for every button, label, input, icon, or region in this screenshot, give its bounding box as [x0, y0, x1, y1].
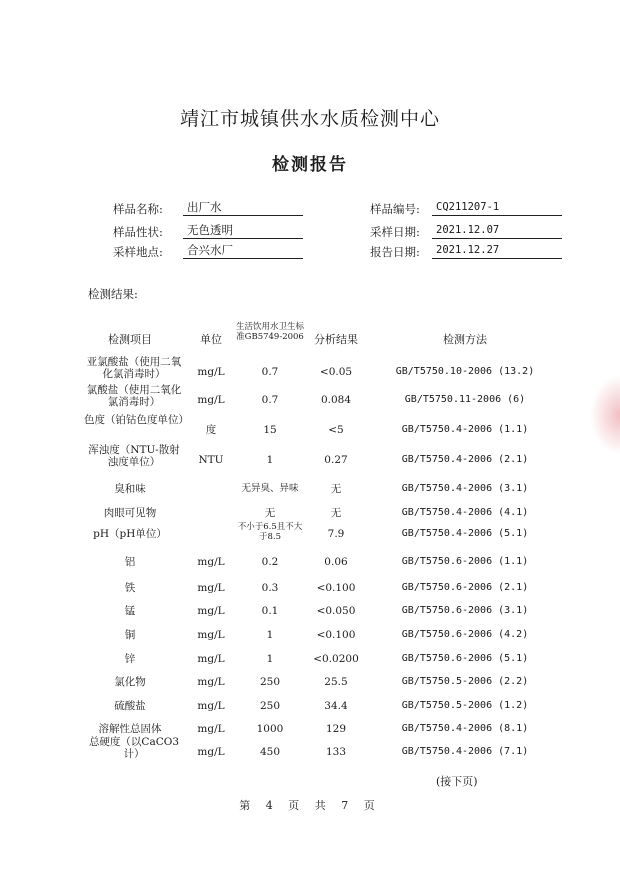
- header-unit: 单位: [200, 333, 222, 346]
- continued-note: (接下页): [436, 775, 478, 788]
- cell-unit: NTU: [198, 454, 224, 466]
- header-method: 检测方法: [443, 333, 487, 346]
- cell-result: <5: [328, 424, 344, 436]
- cell-unit: mg/L: [197, 700, 225, 712]
- cell-method: GB/T5750.6-2006 (4.2): [401, 629, 529, 640]
- cell-item: 臭和味: [114, 483, 146, 495]
- cell-item: 溶解性总固体: [98, 723, 162, 735]
- cell-result: 133: [325, 746, 347, 758]
- cell-item: 铜: [124, 629, 136, 641]
- cell-standard: 450: [259, 746, 281, 758]
- sampling-date-label: 采样日期:: [370, 225, 420, 239]
- cell-method: GB/T5750.4-2006 (4.1): [401, 507, 529, 518]
- cell-standard: 0.7: [261, 394, 279, 406]
- cell-method: GB/T5750.5-2006 (2.2): [401, 676, 529, 687]
- cell-item: pH（pH单位）: [93, 528, 167, 540]
- cell-result: <0.100: [316, 629, 356, 641]
- cell-item: 铁: [124, 582, 136, 594]
- cell-unit: mg/L: [197, 605, 225, 617]
- cell-item: 氯酸盐（使用二氧化氯消毒时）: [86, 384, 182, 408]
- cell-unit: mg/L: [197, 676, 225, 688]
- cell-method: GB/T5750.10-2006 (13.2): [395, 366, 535, 377]
- cell-method: GB/T5750.4-2006 (7.1): [401, 746, 529, 757]
- sample-name-value: 出厂水: [183, 200, 303, 216]
- cell-item: 肉眼可见物: [103, 507, 157, 519]
- organization-title: 靖江市城镇供水水质检测中心: [179, 108, 440, 130]
- cell-standard: 1: [266, 454, 274, 466]
- cell-standard: 15: [263, 424, 277, 436]
- cell-result: <0.100: [316, 582, 356, 594]
- cell-method: GB/T5750.4-2006 (3.1): [401, 483, 529, 494]
- cell-method: GB/T5750.4-2006 (5.1): [401, 528, 529, 539]
- cell-standard: 0.1: [261, 605, 279, 617]
- cell-method: GB/T5750.6-2006 (2.1): [401, 582, 529, 593]
- cell-standard: 无异臭、异味: [241, 483, 299, 494]
- cell-result: 0.084: [320, 394, 352, 406]
- cell-item: 铝: [124, 556, 136, 568]
- cell-unit: mg/L: [197, 723, 225, 735]
- cell-unit: mg/L: [197, 394, 225, 406]
- cell-result: 无: [330, 507, 342, 519]
- cell-unit: mg/L: [197, 366, 225, 378]
- cell-item: 总硬度（以CaCO3计）: [88, 736, 180, 760]
- sample-name-label: 样品名称:: [113, 202, 163, 216]
- header-item: 检测项目: [108, 333, 152, 346]
- cell-standard: 0.3: [261, 582, 279, 594]
- cell-result: 7.9: [327, 528, 345, 540]
- cell-unit: mg/L: [197, 746, 225, 758]
- cell-result: <0.05: [319, 366, 353, 378]
- cell-result: <0.0200: [313, 653, 359, 665]
- cell-item: 锰: [124, 605, 136, 617]
- cell-method: GB/T5750.11-2006 (6): [404, 394, 526, 405]
- header-standard: 生活饮用水卫生标准GB5749-2006: [235, 322, 304, 342]
- cell-standard: 0.2: [261, 556, 279, 568]
- cell-unit: mg/L: [197, 556, 225, 568]
- cell-standard: 1: [266, 629, 274, 641]
- cell-unit: mg/L: [197, 582, 225, 594]
- sample-no-value: CQ211207-1: [432, 200, 562, 216]
- cell-standard: 0.7: [261, 366, 279, 378]
- cell-standard: 1000: [256, 723, 284, 735]
- cell-method: GB/T5750.6-2006 (5.1): [401, 653, 529, 664]
- cell-unit: mg/L: [197, 629, 225, 641]
- cell-result: 0.27: [324, 454, 348, 466]
- cell-result: <0.050: [316, 605, 356, 617]
- cell-standard: 不小于6.5且不大于8.5: [237, 522, 303, 542]
- sampling-date-value: 2021.12.07: [432, 223, 562, 239]
- cell-method: GB/T5750.6-2006 (1.1): [401, 556, 529, 567]
- sample-state-value: 无色透明: [183, 223, 303, 239]
- cell-result: 129: [325, 723, 347, 735]
- report-title: 检测报告: [272, 155, 348, 175]
- cell-method: GB/T5750.4-2006 (2.1): [401, 454, 529, 465]
- seal-stamp-fragment: [590, 375, 620, 455]
- cell-result: 25.5: [324, 676, 348, 688]
- cell-method: GB/T5750.6-2006 (3.1): [401, 605, 529, 616]
- sampling-site-label: 采样地点:: [113, 245, 163, 259]
- cell-unit: mg/L: [197, 653, 225, 665]
- header-result: 分析结果: [314, 333, 358, 346]
- sample-no-label: 样品编号:: [370, 202, 420, 216]
- cell-method: GB/T5750.5-2006 (1.2): [401, 700, 529, 711]
- cell-result: 34.4: [324, 700, 348, 712]
- cell-result: 无: [330, 483, 342, 495]
- cell-standard: 1: [266, 653, 274, 665]
- cell-item: 锌: [124, 653, 136, 665]
- cell-standard: 无: [264, 507, 276, 519]
- cell-item: 氯化物: [114, 676, 146, 688]
- page-footer: 第 4 页 共 7 页: [239, 799, 381, 812]
- cell-standard: 250: [259, 676, 281, 688]
- cell-item: 浑浊度（NTU-散射浊度单位）: [88, 444, 180, 468]
- cell-method: GB/T5750.4-2006 (8.1): [401, 723, 529, 734]
- cell-standard: 250: [259, 700, 281, 712]
- sample-state-label: 样品性状:: [113, 225, 163, 239]
- sampling-site-value: 合兴水厂: [183, 243, 303, 259]
- report-date-label: 报告日期:: [370, 245, 420, 259]
- results-label: 检测结果:: [88, 287, 138, 301]
- cell-item: 色度（铂钴色度单位）: [84, 414, 189, 426]
- cell-unit: 度: [205, 424, 217, 436]
- cell-item: 硫酸盐: [114, 700, 146, 712]
- cell-method: GB/T5750.4-2006 (1.1): [401, 424, 529, 435]
- cell-result: 0.06: [324, 556, 348, 568]
- cell-item: 亚氯酸盐（使用二氧化氯消毒时）: [86, 356, 182, 380]
- report-date-value: 2021.12.27: [432, 243, 562, 259]
